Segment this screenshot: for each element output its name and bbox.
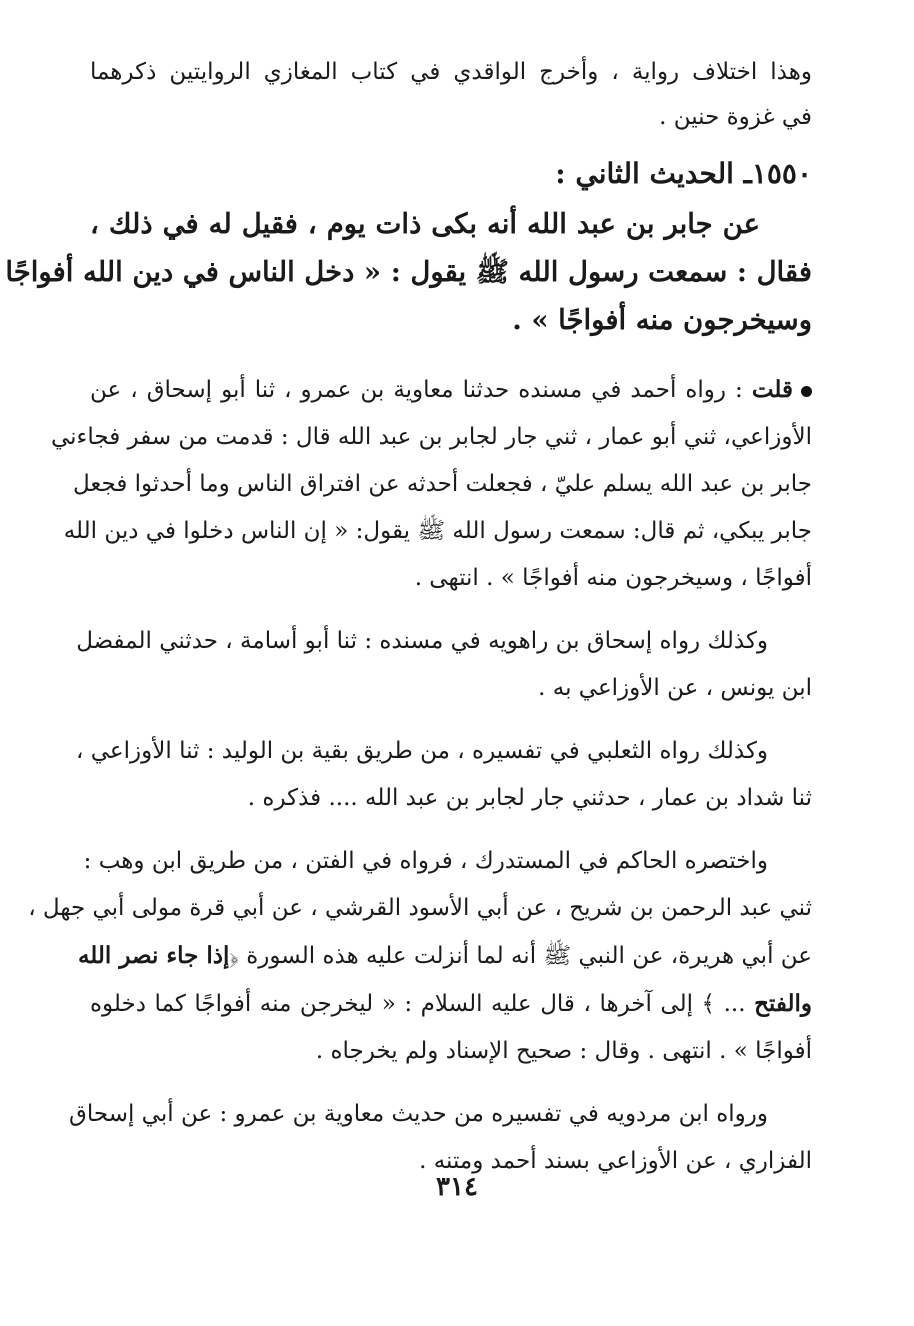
commentary-paragraph-2 bbox=[76, 618, 812, 712]
commentary-paragraph-3 bbox=[76, 728, 812, 822]
commentary-paragraph-1 bbox=[50, 366, 812, 602]
commentary-p1-line-2: الأوزاعي، ثني أبو عمار ، ثني جار لجابر بن عبد الله قال : قدمت من سفر فجاءني bbox=[50, 424, 812, 450]
commentary-p1-line-1-text: : رواه أحمد في مسنده حدثنا معاوية بن عمرو ، ثنا أبو إسحاق ، عن bbox=[90, 377, 743, 403]
bullet-icon bbox=[801, 386, 812, 397]
hadith-heading: ١٥٥٠ـ الحديث الثاني : bbox=[555, 157, 812, 190]
quran-quote-part-2: والفتح bbox=[754, 990, 812, 1017]
commentary-p1-line-5: أفواجًا ، وسيخرجون منه أفواجًا » . انتهى . bbox=[414, 565, 812, 591]
intro-line-2: في غزوة حنين . bbox=[659, 104, 812, 130]
commentary-p4-line-4-text: ... ﴾ إلى آخرها ، قال عليه السلام : « ليخرجن منه أفواجًا كما دخلوه bbox=[90, 991, 755, 1017]
commentary-p3-line-1: وكذلك رواه الثعلبي في تفسيره ، من طريق بقية بن الوليد : ثنا الأوزاعي ، bbox=[76, 738, 768, 764]
hadith-line-1: عن جابر بن عبد الله أنه بكى ذات يوم ، فقيل له في ذلك ، bbox=[90, 208, 760, 240]
commentary-p1-line-4: جابر يبكي، ثم قال: سمعت رسول الله ﷺ يقول: « إن الناس دخلوا في دين الله bbox=[63, 518, 812, 544]
intro-line-1: وهذا اختلاف رواية ، وأخرج الواقدي في كتاب المغازي الروايتين ذكرهما bbox=[90, 59, 812, 85]
commentary-p4-line-4 bbox=[90, 980, 812, 1028]
commentary-p2-line-2: ابن يونس ، عن الأوزاعي به . bbox=[538, 675, 812, 701]
commentary-p4-line-2: ثني عبد الرحمن بن شريح ، عن أبي الأسود القرشي ، عن أبي قرة مولى أبي جهل ، bbox=[28, 895, 812, 921]
commentary-paragraph-4 bbox=[28, 838, 812, 1075]
hadith-text bbox=[5, 200, 812, 344]
qult-label: قلت bbox=[751, 376, 794, 403]
quran-quote-part-1: إذا جاء نصر الله bbox=[77, 942, 230, 969]
commentary-p3-line-2: ثنا شداد بن عمار ، حدثني جار لجابر بن عبد الله .... فذكره . bbox=[247, 785, 812, 811]
commentary-p4-line-1: واختصره الحاكم في المستدرك ، فرواه في الفتن ، من طريق ابن وهب : bbox=[83, 848, 768, 874]
commentary-p1-line-3: جابر بن عبد الله يسلم عليّ ، فجعلت أحدثه عن افتراق الناس وما أحدثوا فجعل bbox=[72, 471, 812, 497]
commentary-p5-line-2: الفزاري ، عن الأوزاعي بسند أحمد ومتنه . bbox=[419, 1148, 812, 1174]
commentary-paragraph-5 bbox=[69, 1091, 812, 1185]
page-number: ٣١٤ bbox=[436, 1172, 478, 1202]
intro-paragraph bbox=[90, 50, 812, 140]
commentary-p2-line-1: وكذلك رواه إسحاق بن راهويه في مسنده : ثنا أبو أسامة ، حدثني المفضل bbox=[76, 628, 768, 654]
commentary-p4-line-3-text: عن أبي هريرة، عن النبي ﷺ أنه لما أنزلت عليه هذه السورة ﴿ bbox=[229, 943, 812, 969]
commentary-p1-line-1 bbox=[90, 366, 812, 414]
hadith-line-3: وسيخرجون منه أفواجًا » . bbox=[512, 304, 812, 336]
hadith-line-2: فقال : سمعت رسول الله ﷺ يقول : « دخل الناس في دين الله أفواجًا bbox=[5, 256, 812, 288]
commentary-p4-line-3 bbox=[77, 932, 812, 980]
commentary-p4-line-5: أفواجًا » . انتهى . وقال : صحيح الإسناد ولم يخرجاه . bbox=[315, 1038, 812, 1064]
commentary-p5-line-1: ورواه ابن مردويه في تفسيره من حديث معاوية بن عمرو : عن أبي إسحاق bbox=[69, 1101, 768, 1127]
